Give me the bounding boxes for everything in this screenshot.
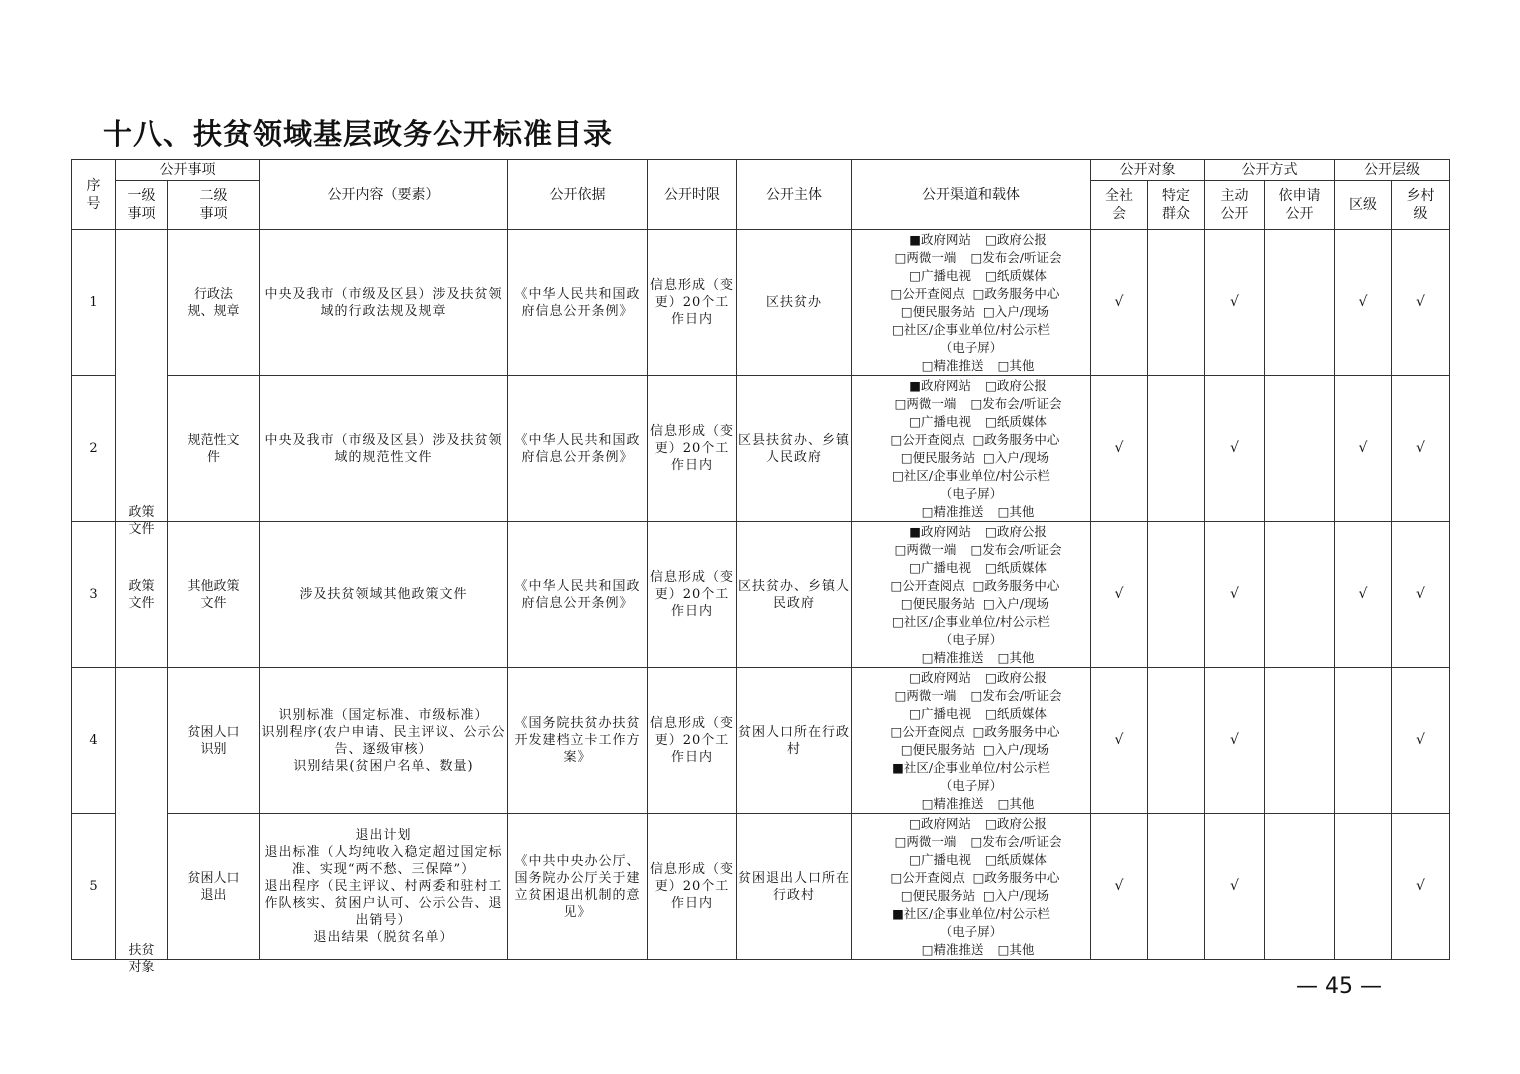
channel-option: □公开查阅点: [890, 869, 965, 885]
channel-line: [852, 541, 1090, 559]
row-content: 中央及我市（市级及区县）涉及扶贫领域的行政法规及规章: [260, 230, 508, 376]
channel-option: □发布会/听证会: [970, 395, 1062, 411]
row-level-district: [1335, 668, 1392, 814]
row-level2: 贫困人口 退出: [168, 814, 260, 960]
channel-option: □入户/现场: [982, 449, 1050, 465]
channel-option: □公开查阅点: [890, 285, 965, 301]
header-method-group: 公开方式: [1205, 160, 1335, 181]
channel-option: □便民服务站: [900, 887, 976, 903]
channel-option: □政府网站: [909, 669, 971, 685]
channel-line: [852, 741, 1090, 759]
header-target-all: 全社 会: [1091, 181, 1148, 230]
channel-option: □政务服务中心: [972, 577, 1060, 593]
channel-option: □两微一端: [894, 249, 957, 265]
channel-option: □政务服务中心: [972, 869, 1060, 885]
row-level-village: √: [1392, 230, 1450, 376]
channel-option: □发布会/听证会: [970, 833, 1062, 849]
channel-option: □其他: [997, 795, 1035, 811]
channel-option: □公开查阅点: [890, 577, 965, 593]
row-target-all: √: [1091, 668, 1148, 814]
channel-line: [852, 649, 1090, 667]
header-level1: 一级 事项: [116, 181, 168, 230]
channel-option: □广播电视: [909, 413, 971, 429]
channel-option: □社区/企事业单位/村公示栏: [892, 613, 1050, 629]
row-subject: 区扶贫办: [737, 230, 852, 376]
channel-line: [852, 357, 1090, 375]
row-seq: 3: [72, 522, 116, 668]
channel-option: □政务服务中心: [972, 723, 1060, 739]
disclosure-standard-table: [71, 159, 1450, 975]
channel-option: （电子屏）: [939, 485, 1003, 501]
level1-cell: 政策 文件: [116, 522, 168, 668]
channel-option: □政府网站: [909, 815, 971, 831]
channel-option: □便民服务站: [900, 741, 976, 757]
channel-option: ■政府网站: [909, 523, 971, 539]
channel-option: □发布会/听证会: [970, 249, 1062, 265]
channel-option: □精准推送: [921, 795, 984, 811]
channel-option: □两微一端: [894, 687, 957, 703]
header-method-active: 主动 公开: [1205, 181, 1265, 230]
channel-option: □入户/现场: [982, 303, 1050, 319]
channel-line: [852, 431, 1090, 449]
row-channels: [852, 522, 1091, 668]
row-subject: 区扶贫办、乡镇人民政府: [737, 522, 852, 668]
channel-line: [852, 413, 1090, 431]
row-deadline: 信息形成（变更）20个工作日内: [648, 230, 737, 376]
row-target-specific: [1148, 522, 1205, 668]
table-row: [72, 230, 1450, 376]
row-level-district: √: [1335, 522, 1392, 668]
row-method-active: √: [1205, 522, 1265, 668]
channel-option: □纸质媒体: [985, 559, 1047, 575]
channel-option: □广播电视: [909, 851, 971, 867]
channel-line: [852, 249, 1090, 267]
channel-line: [852, 395, 1090, 413]
row-target-specific: [1148, 814, 1205, 960]
row-seq: 2: [72, 376, 116, 522]
row-content: 中央及我市（市级及区县）涉及扶贫领域的规范性文件: [260, 376, 508, 522]
channel-option: □政府公报: [985, 669, 1047, 685]
row-channels: [852, 376, 1091, 522]
channel-option: □入户/现场: [982, 887, 1050, 903]
channel-option: □两微一端: [894, 833, 957, 849]
channel-option: □社区/企事业单位/村公示栏: [892, 467, 1050, 483]
channel-line: [852, 339, 1090, 357]
row-target-all: √: [1091, 522, 1148, 668]
header-subject: 公开主体: [737, 160, 852, 230]
channel-option: □政府公报: [985, 377, 1047, 393]
channel-line: [852, 777, 1090, 795]
row-level-village: √: [1392, 814, 1450, 960]
channel-option: □其他: [997, 649, 1035, 665]
row-seq: 4: [72, 668, 116, 814]
channel-option: □入户/现场: [982, 741, 1050, 757]
channel-line: [852, 795, 1090, 813]
channel-option: □两微一端: [894, 395, 957, 411]
channel-line: [852, 321, 1090, 339]
channel-option: □政府公报: [985, 523, 1047, 539]
channel-option: □其他: [997, 941, 1035, 957]
channel-option: □便民服务站: [900, 303, 976, 319]
channel-option: □政务服务中心: [972, 431, 1060, 447]
channel-option: □纸质媒体: [985, 705, 1047, 721]
table-row: [72, 814, 1450, 960]
channel-line: [852, 705, 1090, 723]
channel-option: □公开查阅点: [890, 723, 965, 739]
channel-line: [852, 485, 1090, 503]
channel-line: [852, 851, 1090, 869]
row-target-specific: [1148, 668, 1205, 814]
row-basis: 《中共中央办公厅、国务院办公厅关于建立贫困退出机制的意见》: [508, 814, 648, 960]
row-content: 识别标准（国定标准、市级标准） 识别程序(农户申请、民主评议、公示公告、逐级审核） 识别结果(贫困户名单、数量): [260, 668, 508, 814]
row-deadline: 信息形成（变更）20个工作日内: [648, 668, 737, 814]
row-deadline: 信息形成（变更）20个工作日内: [648, 814, 737, 960]
row-method-active: √: [1205, 376, 1265, 522]
channel-line: [852, 833, 1090, 851]
header-items-group: 公开事项: [116, 160, 260, 181]
channel-line: [852, 613, 1090, 631]
channel-option: □社区/企事业单位/村公示栏: [892, 321, 1050, 337]
channel-option: □发布会/听证会: [970, 687, 1062, 703]
channel-option: ■社区/企事业单位/村公示栏: [892, 905, 1050, 921]
row-basis: 《国务院扶贫办扶贫开发建档立卡工作方案》: [508, 668, 648, 814]
row-level-district: [1335, 814, 1392, 960]
header-level2: 二级 事项: [168, 181, 260, 230]
row-basis: 《中华人民共和国政府信息公开条例》: [508, 522, 648, 668]
row-subject: 贫困人口所在行政村: [737, 668, 852, 814]
channel-option: □精准推送: [921, 649, 984, 665]
channel-option: □精准推送: [921, 503, 984, 519]
channel-line: [852, 231, 1090, 249]
channel-option: □发布会/听证会: [970, 541, 1062, 557]
header-channels: 公开渠道和载体: [852, 160, 1091, 230]
channel-option: （电子屏）: [939, 339, 1003, 355]
row-level-village: √: [1392, 376, 1450, 522]
channel-line: [852, 377, 1090, 395]
table-row: [72, 522, 1450, 668]
channel-option: □入户/现场: [982, 595, 1050, 611]
row-method-active: √: [1205, 814, 1265, 960]
header-level-village: 乡村 级: [1392, 181, 1450, 230]
channel-line: [852, 869, 1090, 887]
row-method-request: [1265, 668, 1335, 814]
header-content: 公开内容（要素）: [260, 160, 508, 230]
row-subject: 贫困退出人口所在行政村: [737, 814, 852, 960]
row-target-all: √: [1091, 230, 1148, 376]
header-seq: 序 号: [72, 160, 116, 230]
row-level-district: √: [1335, 376, 1392, 522]
channel-option: □广播电视: [909, 559, 971, 575]
channel-line: [852, 687, 1090, 705]
header-level-group: 公开层级: [1335, 160, 1450, 181]
table-row: [72, 376, 1450, 522]
row-method-request: [1265, 376, 1335, 522]
row-method-request: [1265, 814, 1335, 960]
row-content: 退出计划 退出标准（人均纯收入稳定超过国定标准、实现“两不愁、三保障”） 退出程序（民主评议、村两委和驻村工作队核实、贫困户认可、公示公告、退出销号） 退出结果（脱贫名单）: [260, 814, 508, 960]
channel-option: （电子屏）: [939, 923, 1003, 939]
page-number: — 45 —: [1296, 974, 1382, 999]
row-level2: 规范性文 件: [168, 376, 260, 522]
header-method-request: 依申请 公开: [1265, 181, 1335, 230]
channel-line: [852, 887, 1090, 905]
channel-line: [852, 449, 1090, 467]
row-target-specific: [1148, 230, 1205, 376]
channel-line: [852, 577, 1090, 595]
channel-option: □便民服务站: [900, 595, 976, 611]
channel-option: □纸质媒体: [985, 413, 1047, 429]
row-level-district: √: [1335, 230, 1392, 376]
channel-line: [852, 285, 1090, 303]
channel-line: [852, 267, 1090, 285]
channel-line: [852, 523, 1090, 541]
row-level2: 行政法 规、规章: [168, 230, 260, 376]
channel-line: [852, 941, 1090, 959]
channel-option: □公开查阅点: [890, 431, 965, 447]
header-level-district: 区级: [1335, 181, 1392, 230]
channel-option: □其他: [997, 503, 1035, 519]
channel-line: [852, 595, 1090, 613]
row-subject: 区县扶贫办、乡镇人民政府: [737, 376, 852, 522]
row-content: 涉及扶贫领域其他政策文件: [260, 522, 508, 668]
row-basis: 《中华人民共和国政府信息公开条例》: [508, 376, 648, 522]
channel-option: □广播电视: [909, 705, 971, 721]
row-method-active: √: [1205, 668, 1265, 814]
table-row: [72, 668, 1450, 814]
channel-line: [852, 923, 1090, 941]
group-poverty-targets: 扶贫 对象: [116, 668, 168, 960]
channel-option: □便民服务站: [900, 449, 976, 465]
channel-line: [852, 669, 1090, 687]
channel-option: □政务服务中心: [972, 285, 1060, 301]
channel-line: [852, 503, 1090, 521]
header-basis: 公开依据: [508, 160, 648, 230]
channel-option: □政府公报: [985, 815, 1047, 831]
channel-option: □纸质媒体: [985, 851, 1047, 867]
channel-line: [852, 759, 1090, 777]
row-level2: 贫困人口 识别: [168, 668, 260, 814]
channel-option: （电子屏）: [939, 631, 1003, 647]
channel-line: [852, 631, 1090, 649]
row-seq: 5: [72, 814, 116, 960]
header-target-specific: 特定 群众: [1148, 181, 1205, 230]
channel-option: （电子屏）: [939, 777, 1003, 793]
channel-line: [852, 559, 1090, 577]
row-target-all: √: [1091, 814, 1148, 960]
row-level-village: √: [1392, 522, 1450, 668]
row-method-active: √: [1205, 230, 1265, 376]
group-policy-files: 政策 文件: [116, 230, 168, 522]
channel-option: □纸质媒体: [985, 267, 1047, 283]
header-target-group: 公开对象: [1091, 160, 1205, 181]
channel-line: [852, 905, 1090, 923]
row-deadline: 信息形成（变更）20个工作日内: [648, 522, 737, 668]
channel-line: [852, 723, 1090, 741]
row-channels: [852, 230, 1091, 376]
row-deadline: 信息形成（变更）20个工作日内: [648, 376, 737, 522]
row-basis: 《中华人民共和国政府信息公开条例》: [508, 230, 648, 376]
row-seq: 1: [72, 230, 116, 376]
channel-line: [852, 815, 1090, 833]
channel-line: [852, 303, 1090, 321]
channel-option: □两微一端: [894, 541, 957, 557]
channel-option: ■政府网站: [909, 231, 971, 247]
row-channels: [852, 814, 1091, 960]
row-method-request: [1265, 522, 1335, 668]
channel-option: □精准推送: [921, 941, 984, 957]
channel-option: □广播电视: [909, 267, 971, 283]
row-level2: 其他政策 文件: [168, 522, 260, 668]
row-target-specific: [1148, 376, 1205, 522]
row-level-village: √: [1392, 668, 1450, 814]
channel-option: □其他: [997, 357, 1035, 373]
channel-line: [852, 467, 1090, 485]
row-method-request: [1265, 230, 1335, 376]
row-target-all: √: [1091, 376, 1148, 522]
header-deadline: 公开时限: [648, 160, 737, 230]
channel-option: □精准推送: [921, 357, 984, 373]
channel-option: □政府公报: [985, 231, 1047, 247]
channel-option: ■社区/企事业单位/村公示栏: [892, 759, 1050, 775]
channel-option: ■政府网站: [909, 377, 971, 393]
row-channels: [852, 668, 1091, 814]
page-title: 十八、扶贫领域基层政务公开标准目录: [103, 117, 614, 151]
